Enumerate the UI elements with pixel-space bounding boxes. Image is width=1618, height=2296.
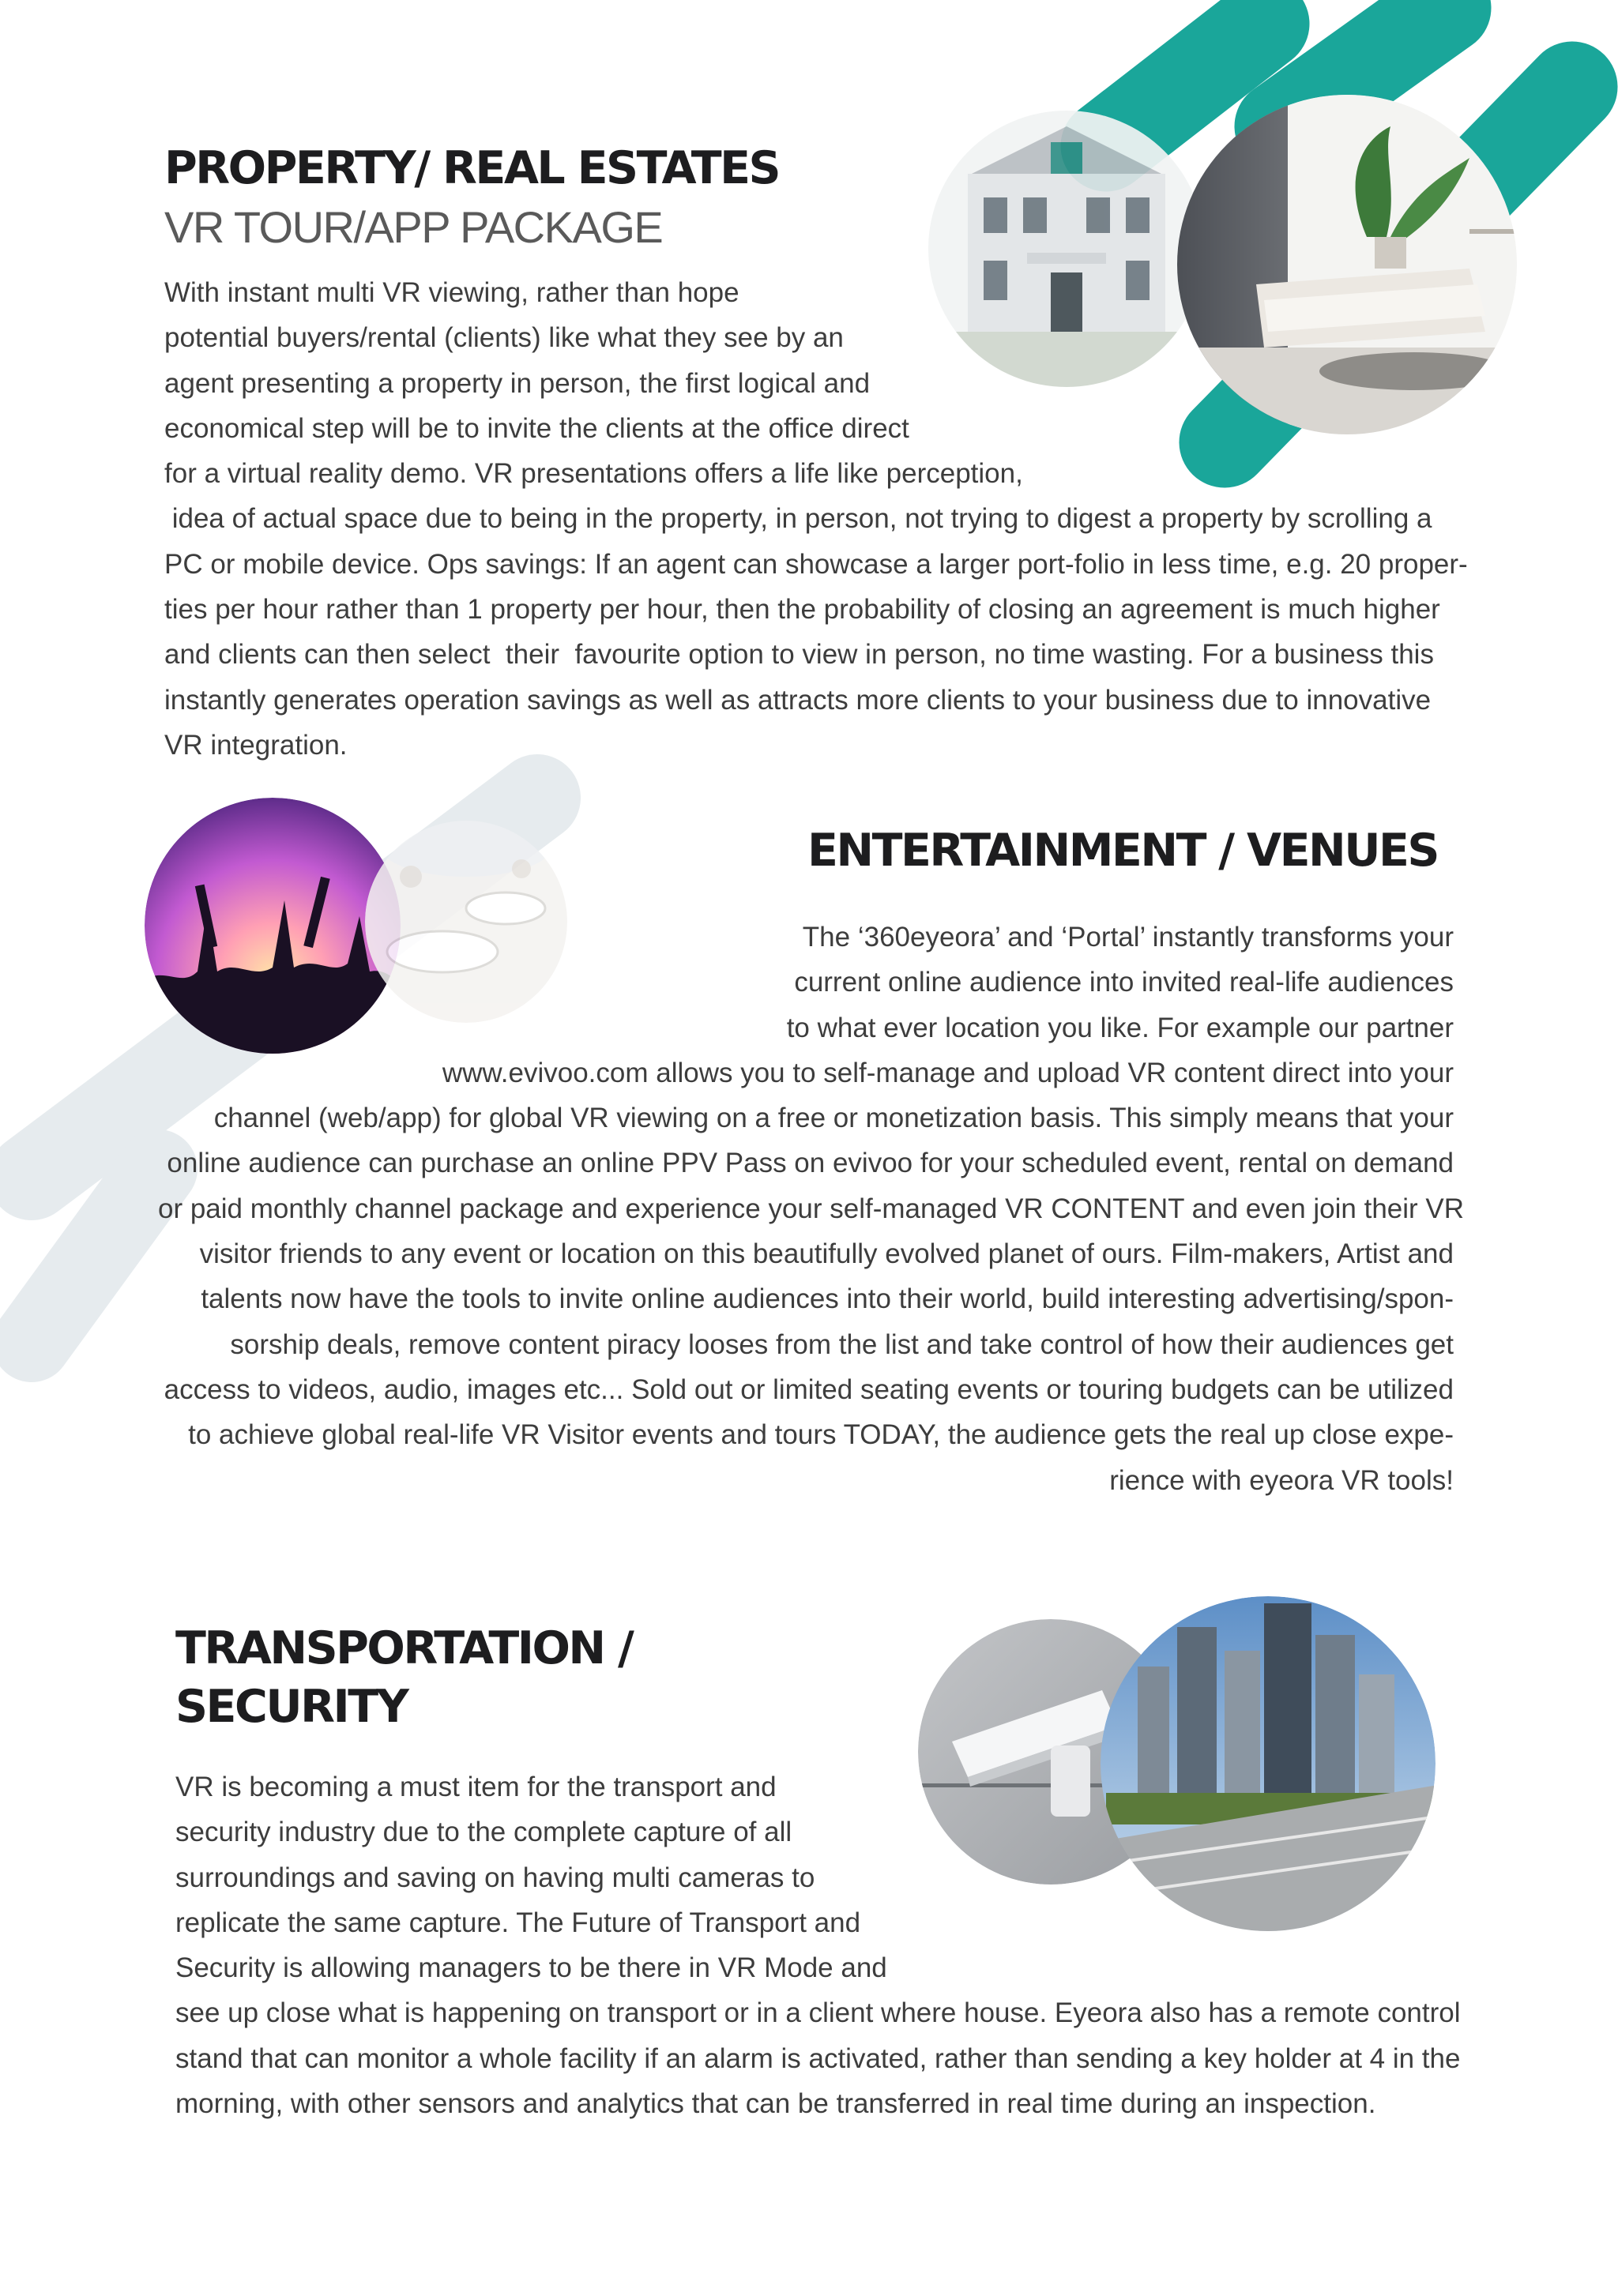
- transport-heading: [175, 1619, 1518, 1736]
- paragraph-line: or paid monthly channel package and experience your self-managed VR CONTENT and even join their VR: [158, 1193, 1465, 1224]
- paragraph-line: morning, with other sensors and analytics that can be transferred in real time during an inspection.: [175, 2088, 1376, 2120]
- paragraph-line: VR integration.: [164, 729, 348, 761]
- transport-section: [175, 1619, 1518, 2126]
- paragraph-line: security industry due to the complete capture of all: [175, 1817, 792, 1848]
- paragraph-line: access to videos, audio, images etc... Sold out or limited seating events or touring budgets can be utilized: [164, 1373, 1454, 1405]
- paragraph-line: agent presenting a property in person, the first logical and: [164, 367, 871, 399]
- paragraph-line: sorship deals, remove content piracy looses from the list and take control of how their audiences get: [230, 1328, 1454, 1360]
- paragraph-line: rience with eyeora VR tools!: [1109, 1464, 1454, 1496]
- transport-heading-line: SECURITY: [175, 1681, 408, 1733]
- paragraph-line: Security is allowing managers to be there in VR Mode and: [175, 1952, 887, 1984]
- paragraph-line: talents now have the tools to invite online audiences into their world, build interesting advertising/spon-: [201, 1283, 1454, 1315]
- entertainment-paragraph: [158, 915, 1465, 1503]
- paragraph-line: VR is becoming a must item for the transport and: [175, 1772, 777, 1802]
- property-section: [164, 139, 1507, 768]
- paragraph-line: for a virtual reality demo. VR presentations offers a life like perception,: [164, 458, 1023, 490]
- paragraph-line: instantly generates operation savings as well as attracts more clients to your business due to innovative: [164, 684, 1432, 716]
- paragraph-line: www.evivoo.com allows you to self-manage and upload VR content direct into your: [442, 1057, 1454, 1088]
- paragraph-line: and clients can then select their favourite option to view in person, no time wasting. For a business this: [164, 639, 1434, 671]
- entertainment-section: [158, 821, 1465, 1503]
- transport-paragraph: [175, 1764, 1518, 2126]
- paragraph-line: The ‘360eyeora’ and ‘Portal’ instantly transforms your: [802, 922, 1454, 953]
- paragraph-line: With instant multi VR viewing, rather than hope: [164, 277, 739, 308]
- paragraph-line: to what ever location you like. For example our partner: [786, 1012, 1454, 1043]
- paragraph-line: potential buyers/rental (clients) like what they see by an: [164, 322, 844, 354]
- property-paragraph: [164, 270, 1507, 768]
- paragraph-line: PC or mobile device. Ops savings: If an agent can showcase a larger port-folio in less time, e.g. 20 proper-: [164, 548, 1468, 580]
- paragraph-line: economical step will be to invite the clients at the office direct: [164, 412, 909, 444]
- property-subheading: VR TOUR/APP PACKAGE: [164, 202, 663, 252]
- paragraph-line: current online audience into invited real-life audiences: [794, 967, 1454, 998]
- entertainment-heading: ENTERTAINMENT / VENUES: [807, 825, 1438, 877]
- paragraph-line: ties per hour rather than 1 property per hour, then the probability of closing an agreement is much higher: [164, 594, 1440, 626]
- paragraph-line: stand that can monitor a whole facility if an alarm is activated, rather than sending a key holder at 4 in the: [175, 2042, 1461, 2074]
- paragraph-line: idea of actual space due to being in the property, in person, not trying to digest a property by scrolling a: [164, 503, 1432, 535]
- transport-heading-line: TRANSPORTATION /: [175, 1622, 633, 1674]
- paragraph-line: to achieve global real-life VR Visitor events and tours TODAY, the audience gets the real up close expe-: [188, 1419, 1454, 1451]
- paragraph-line: surroundings and saving on having multi cameras to: [175, 1862, 815, 1893]
- property-heading: PROPERTY/ REAL ESTATES: [164, 142, 780, 194]
- paragraph-line: replicate the same capture. The Future of Transport and: [175, 1907, 861, 1938]
- paragraph-line: see up close what is happening on transport or in a client where house. Eyeora also has a remote control: [175, 1997, 1461, 2029]
- paragraph-line: visitor friends to any event or location on this beautifully evolved planet of ours. Film-makers, Artist and: [199, 1238, 1454, 1270]
- paragraph-line: online audience can purchase an online PPV Pass on evivoo for your scheduled event, rental on demand: [167, 1148, 1454, 1179]
- paragraph-line: channel (web/app) for global VR viewing on a free or monetization basis. This simply means that your: [213, 1103, 1454, 1134]
